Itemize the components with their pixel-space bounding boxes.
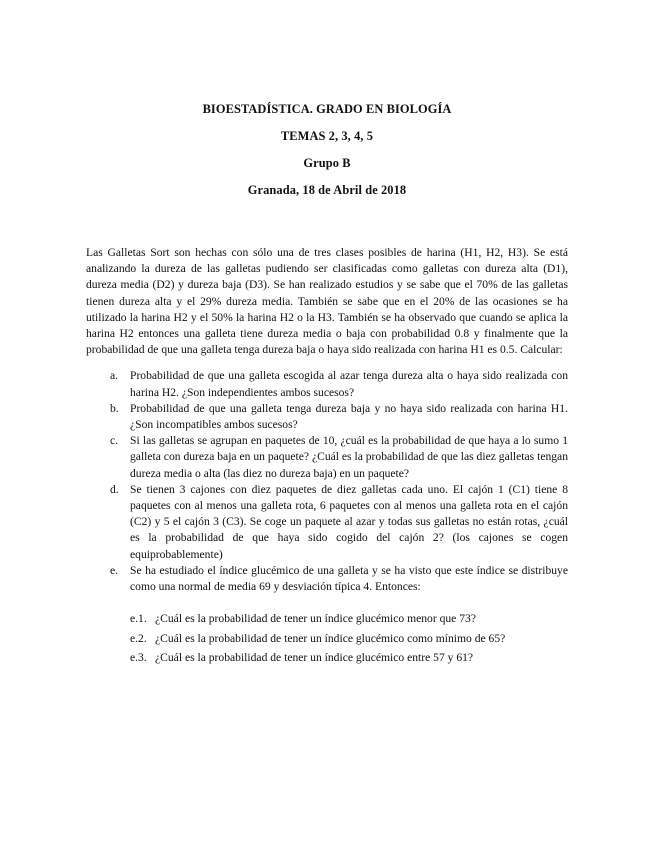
header-title-topics: TEMAS 2, 3, 4, 5 bbox=[280, 129, 374, 143]
subtask-text-e3: ¿Cuál es la probabilidad de tener un índice glucémico entre 57 y 61? bbox=[155, 651, 474, 665]
task-item-e bbox=[86, 563, 568, 595]
task-marker-d: d. bbox=[110, 482, 119, 496]
subtask-marker-e2: e.2. bbox=[130, 631, 147, 645]
header-title-place-date: Granada, 18 de Abril de 2018 bbox=[247, 183, 407, 197]
document-header bbox=[86, 96, 568, 204]
task-text-d: Se tienen 3 cajones con diez paquetes de diez galletas cada uno. El cajón 1 (C1) tiene 8 paquetes con al menos una galleta rota, 6 paquetes con al menos una galleta rota en el cajón (C2) y 5 el cajón 3 (C3). Se coge un paquete al azar y todas sus galletas no están rotas, ¿cuál es la probabilidad de que haya sido cogido del cajón 2? (los cajones se cogen equiprobablemente) bbox=[130, 482, 568, 561]
intro-paragraph: Las Galletas Sort son hechas con sólo una de tres clases posibles de harina (H1, H2, H3). Se está analizando la dureza de las galletas pudiendo ser clasificadas como galletas con dureza alta (D1), dureza media (D2) y dureza baja (D3). Se han realizado estudios y se sabe que el 70% de las galletas tienen dureza alta y el 29% dureza media. También se sabe que en el 20% de las ocasiones se ha utilizado la harina H2 y el 50% la harina H2 o la H3. También se ha observado que cuando se aplica la harina H2 entonces una galleta tiene dureza media o baja con probabilidad 0.8 y finalmente que la probabilidad de que una galleta tenga dureza baja o haya sido realizada con harina H1 es 0.5. Calcular: bbox=[86, 246, 568, 357]
task-marker-a: a. bbox=[110, 369, 119, 383]
task-item-b bbox=[86, 401, 568, 433]
task-item-c bbox=[86, 433, 568, 482]
subtask-text-e2: ¿Cuál es la probabilidad de tener un índice glucémico como mínimo de 65? bbox=[155, 631, 506, 645]
task-list bbox=[86, 368, 568, 595]
subtask-item-e3 bbox=[130, 648, 568, 668]
task-text-e: Se ha estudiado el índice glucémico de una galleta y se ha visto que este índice se distribuye como una normal de media 69 y desviación típica 4. Entonces: bbox=[130, 563, 568, 594]
task-text-a: Probabilidad de que una galleta escogida al azar tenga dureza alta o haya sido realizada con harina H2. ¿Son independientes ambos sucesos? bbox=[130, 369, 568, 399]
subtask-list bbox=[86, 609, 568, 668]
subtask-text-e1: ¿Cuál es la probabilidad de tener un índice glucémico menor que 73? bbox=[155, 612, 476, 626]
subtask-marker-e3: e.3. bbox=[130, 651, 147, 665]
task-marker-c: c. bbox=[110, 434, 119, 448]
task-item-a bbox=[86, 368, 568, 400]
subtask-item-e2 bbox=[130, 629, 568, 649]
header-title-group: Grupo B bbox=[303, 156, 351, 170]
subtask-item-e1 bbox=[130, 609, 568, 629]
task-text-c: Si las galletas se agrupan en paquetes de 10, ¿cuál es la probabilidad de que haya a lo sumo 1 galleta con dureza baja en un paquete? ¿Cuál es la probabilidad de que las diez galletas tengan dureza media o alta (las diez no dureza baja) en un paquete? bbox=[130, 434, 568, 480]
task-item-d bbox=[86, 482, 568, 563]
header-title-course: BIOESTADÍSTICA. GRADO EN BIOLOGÍA bbox=[202, 102, 452, 116]
task-text-b: Probabilidad de que una galleta tenga dureza baja y no haya sido realizada con harina H1. ¿Son incompatibles ambos sucesos? bbox=[130, 401, 568, 432]
subtask-marker-e1: e.1. bbox=[130, 612, 147, 626]
document-body bbox=[86, 96, 568, 668]
task-marker-e: e. bbox=[110, 563, 119, 577]
task-marker-b: b. bbox=[110, 401, 119, 415]
